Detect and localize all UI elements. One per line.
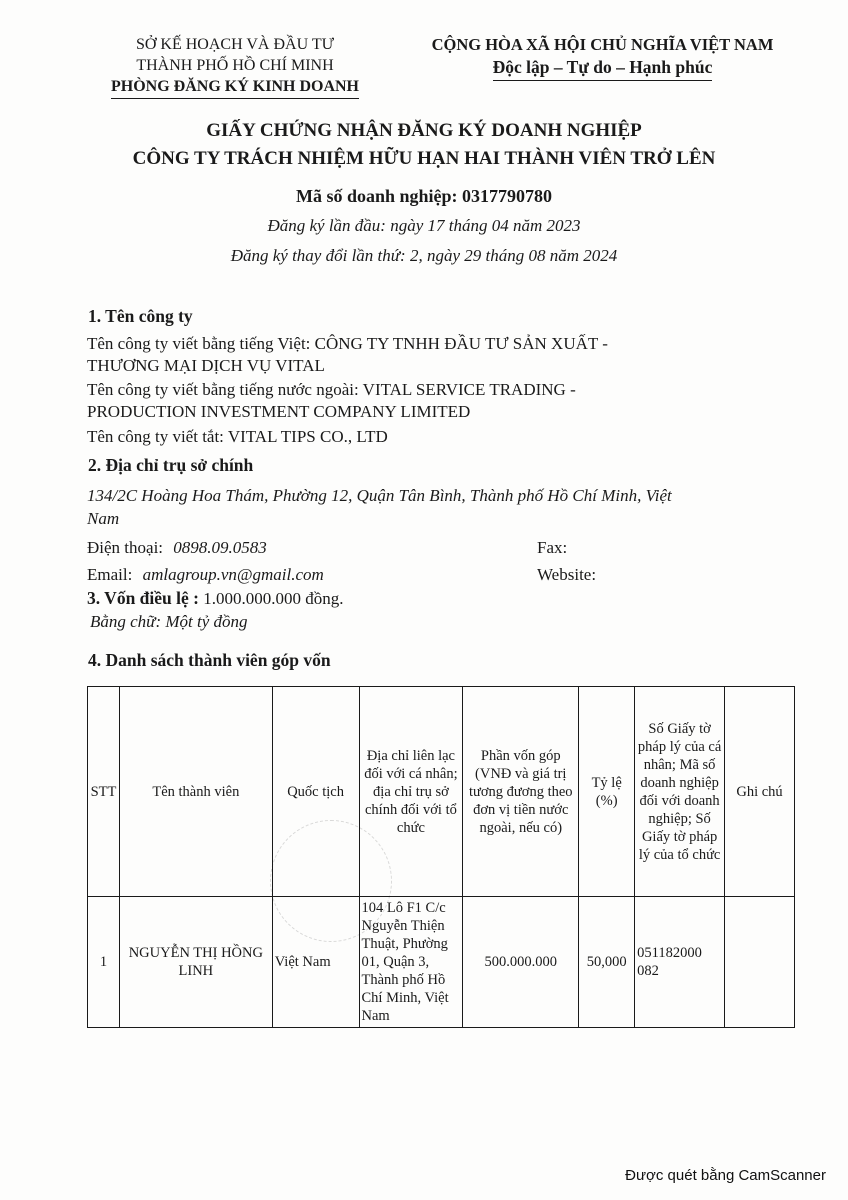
document-subtitle: CÔNG TY TRÁCH NHIỆM HỮU HẠN HAI THÀNH VIÊN TRỞ LÊN (132, 148, 716, 169)
cell-nationality: Việt Nam (272, 897, 359, 1028)
national-motto: Độc lập – Tự do – Hạnh phúc (493, 56, 713, 81)
email-value: amlagroup.vn@gmail.com (142, 565, 324, 584)
col-header-note: Ghi chú (725, 687, 795, 897)
foreign-name-line-2: PRODUCTION INVESTMENT COMPANY LIMITED (87, 402, 471, 421)
first-registration: Đăng ký lần đầu: ngày 17 tháng 04 năm 2023 (267, 216, 581, 235)
phone-row (87, 538, 267, 558)
document-title: GIẤY CHỨNG NHẬN ĐĂNG KÝ DOANH NGHIỆP (206, 120, 642, 141)
email-row (87, 565, 324, 585)
table-header-row (88, 687, 795, 897)
email-label: Email: (87, 565, 133, 584)
col-header-stt: STT (88, 687, 120, 897)
fax-label: Fax: (537, 538, 568, 557)
col-header-id: Số Giấy tờ pháp lý của cá nhân; Mã số doanh nghiệp đối với doanh nghiệp; Số Giấy tờ pháp lý của tổ chức (635, 687, 725, 897)
camscanner-footer: Được quét bằng CamScanner (625, 1167, 826, 1184)
vn-name-line-1: Tên công ty viết bằng tiếng Việt: CÔNG TY TNHH ĐẦU TƯ SẢN XUẤT - (87, 334, 608, 353)
cell-stt: 1 (88, 897, 120, 1028)
phone-value: 0898.09.0583 (173, 538, 267, 557)
cell-id-number: 051182000 082 (635, 897, 725, 1028)
cell-capital: 500.000.000 (463, 897, 579, 1028)
authority-line-3: PHÒNG ĐĂNG KÝ KINH DOANH (111, 76, 359, 99)
cell-ratio: 50,000 (579, 897, 635, 1028)
address-line-2: Nam (87, 509, 120, 528)
col-header-nationality: Quốc tịch (272, 687, 359, 897)
section-1-heading: 1. Tên công ty (88, 306, 193, 326)
capital-row (87, 588, 343, 609)
col-header-address: Địa chỉ liên lạc đối với cá nhân; địa chỉ trụ sở chính đối với tổ chức (359, 687, 463, 897)
issuing-authority (70, 34, 400, 99)
vn-name-line-2: THƯƠNG MẠI DỊCH VỤ VITAL (87, 356, 325, 375)
col-header-capital: Phần vốn góp (VNĐ và giá trị tương đương theo đơn vị tiền nước ngoài, nếu có) (463, 687, 579, 897)
section-3-heading: 3. Vốn điều lệ : (87, 588, 199, 608)
table-row (88, 897, 795, 1028)
authority-line-2: THÀNH PHỐ HỒ CHÍ MINH (136, 57, 334, 74)
cell-name: NGUYỄN THỊ HỒNG LINH (119, 897, 272, 1028)
short-name: Tên công ty viết tắt: VITAL TIPS CO., LTD (87, 427, 388, 446)
members-table (87, 686, 795, 1028)
authority-line-1: SỞ KẾ HOẠCH VÀ ĐẦU TƯ (135, 36, 335, 53)
capital-in-words: Bằng chữ: Một tỷ đồng (90, 612, 248, 631)
cell-note (725, 897, 795, 1028)
col-header-name: Tên thành viên (119, 687, 272, 897)
change-registration: Đăng ký thay đổi lần thứ: 2, ngày 29 tháng 08 năm 2024 (230, 246, 618, 265)
phone-label: Điện thoại: (87, 538, 164, 557)
address-line-1: 134/2C Hoàng Hoa Thám, Phường 12, Quận Tân Bình, Thành phố Hồ Chí Minh, Việt (87, 486, 672, 505)
capital-value: 1.000.000.000 đồng. (203, 589, 344, 608)
foreign-name-line-1: Tên công ty viết bằng tiếng nước ngoài: VITAL SERVICE TRADING - (87, 380, 576, 399)
section-2-heading: 2. Địa chỉ trụ sở chính (88, 455, 254, 475)
section-4-heading: 4. Danh sách thành viên góp vốn (88, 650, 331, 670)
website-label: Website: (537, 565, 597, 584)
enterprise-code: Mã số doanh nghiệp: 0317790780 (295, 186, 553, 206)
col-header-ratio: Tỷ lệ (%) (579, 687, 635, 897)
cell-address: 104 Lô F1 C/c Nguyễn Thiện Thuật, Phường 01, Quận 3, Thành phố Hồ Chí Minh, Việt Nam (359, 897, 463, 1028)
national-name: CỘNG HÒA XÃ HỘI CHỦ NGHĨA VIỆT NAM (431, 35, 774, 54)
national-header (405, 34, 800, 81)
